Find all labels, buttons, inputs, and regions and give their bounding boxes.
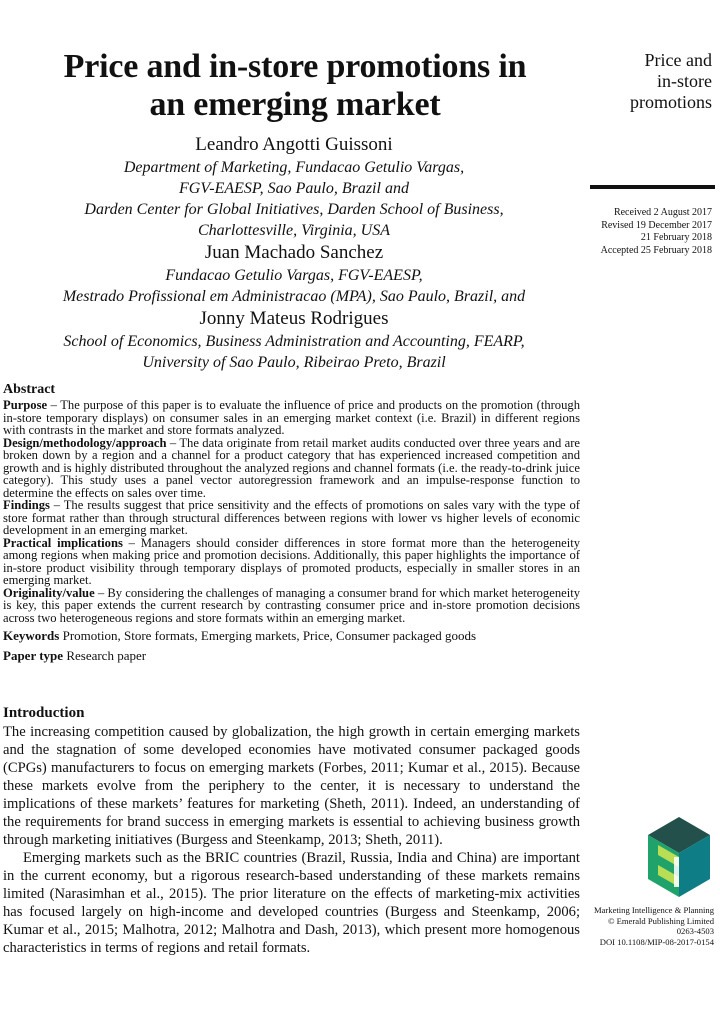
- running-head-rule: [590, 185, 715, 189]
- abstract-findings: Findings – The results suggest that price sensitivity and the effects of promotions on sales vary with the type of store format rather than through structural differences between regions with lower vs higher levels of economic development in an emerging market.: [3, 498, 580, 537]
- date-accepted: Accepted 25 February 2018: [600, 244, 712, 256]
- keywords: Keywords Promotion, Store formats, Emerging markets, Price, Consumer packaged goods: [3, 628, 477, 643]
- author-affiliation: Darden Center for Global Initiatives, Darden School of Business,: [84, 201, 504, 218]
- journal-info: [579, 905, 714, 947]
- journal-name: Marketing Intelligence & Planning: [593, 905, 714, 915]
- paper-type: Paper type Research paper: [3, 648, 147, 663]
- author-affiliation: Department of Marketing, Fundacao Getulio Vargas,: [123, 159, 465, 176]
- title-line-2: an emerging market: [149, 86, 441, 123]
- title-line-1: Price and in-store promotions in: [63, 48, 527, 85]
- abstract-originality: Originality/value – By considering the challenges of managing a consumer brand for which market heterogeneity is key, this paper extends the current research by contrasting consumer price and in-store promotion decisions across two heterogeneous regions and store formats within an emerging market.: [3, 585, 580, 625]
- author-affiliation: Charlottesville, Virginia, USA: [198, 222, 390, 239]
- publisher: © Emerald Publishing Limited: [607, 915, 714, 926]
- author-affiliation: Mestrado Profissional em Administracao (MPA), Sao Paulo, Brazil, and: [62, 288, 526, 305]
- abstract-purpose: Purpose – The purpose of this paper is to evaluate the influence of price and products on the promotion (through in-store temporary displays) on consumer sales in an emerging market context (i.e. Brazil) in different regions with contrasts in the market and store formats analyzed.: [3, 398, 580, 437]
- author-affiliation: School of Economics, Business Administration and Accounting, FEARP,: [63, 333, 525, 350]
- intro-paragraph-1: The increasing competition caused by globalization, the high growth in certain emerging markets and the stagnation of some developed economies have motivated consumer packaged goods (CPGs) manufacturers to focus on emerging markets (Forbes, 2011; Kumar et al., 2015). Because these markets evolve from the periphery to the center, it is necessary to understand the implications of these markets’ features for marketing (Sheth, 2011). Indeed, an understanding of the requirements for brand success in emerging markets is essential to achieving business growth through marketing initiatives (Burgess and Steenkamp, 2013; Sheth, 2011).: [3, 724, 580, 848]
- author-name: Juan Machado Sanchez: [204, 242, 384, 263]
- author-affiliation: Fundacao Getulio Vargas, FGV-EAESP,: [165, 267, 423, 284]
- date-received: Received 2 August 2017: [613, 207, 712, 218]
- author-name: Leandro Angotti Guissoni: [195, 134, 393, 155]
- abstract-implications: Practical implications – Managers should consider differences in store format more than the heterogeneity among regions when making price and promotion decisions. Additionally, this paper highlights the importance of in-store product visibility through temporary displays of promoted products, especially in smaller stores in an emerging market.: [3, 535, 581, 587]
- author-name: Jonny Mateus Rodrigues: [199, 308, 389, 329]
- author-block: [0, 133, 588, 373]
- abstract-design: Design/methodology/approach – The data originate from retail market audits conducted over three years and are broken down by a region and a channel for a product category that has experienced increased competition and growth and is highly distributed throughout the analyzed regions and channel formats (i.e. the ready-to-drink juice category). This study uses a panel vector autoregression framework and an impulse-response function to determine the effects on sales over time.: [3, 435, 580, 500]
- author-affiliation: FGV-EAESP, Sao Paulo, Brazil and: [179, 180, 409, 197]
- issn: 0263-4503: [676, 926, 714, 937]
- author-affiliation: University of Sao Paulo, Ribeirao Preto, Brazil: [142, 354, 446, 371]
- emerald-logo-icon: [646, 815, 712, 900]
- date-revised: Revised 19 December 2017: [601, 219, 712, 231]
- abstract-heading: Abstract: [3, 382, 56, 397]
- running-head: Price and in-store promotions: [629, 50, 712, 112]
- abstract: [3, 381, 580, 664]
- submission-dates: [572, 207, 712, 257]
- article-title: [0, 48, 590, 124]
- intro-paragraph-2: Emerging markets such as the BRIC countries (Brazil, Russia, India and China) are important in the current economy, but a rigorous research-based understanding of these markets remains limited (Narasimhan et al., 2015). The prior literature on the effects of marketing-mix activities has focused largely on high-income and developed countries (Burgess and Steenkamp, 2006; Kumar et al., 2015; Malhotra, 2012; Malhotra and Dash, 2013), which present more homogenous characteristics in terms of regions and retail formats.: [3, 850, 580, 956]
- introduction-section: [3, 704, 580, 957]
- introduction-heading: Introduction: [3, 705, 85, 721]
- date-revised-2: 21 February 2018: [640, 232, 712, 243]
- doi: DOI 10.1108/MIP-08-2017-0154: [599, 936, 714, 947]
